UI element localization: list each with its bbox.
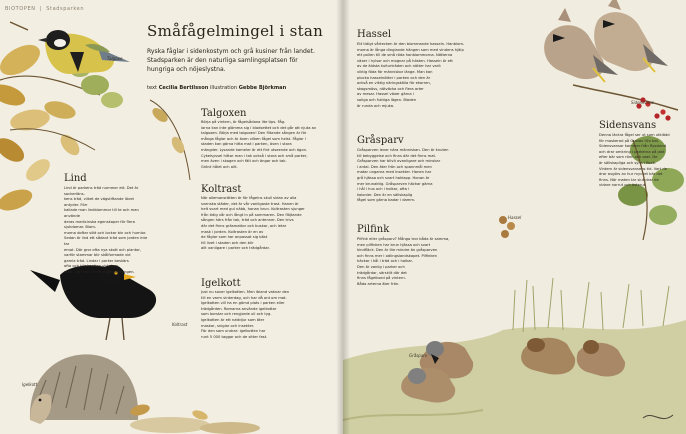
credit-text-name: Cecilia Bertilsson — [158, 85, 209, 91]
caption-igelkott: Igelkott — [22, 382, 38, 387]
page-gutter — [336, 0, 350, 434]
text-line: finns. När maten tar slut drar de — [599, 177, 659, 182]
caption-koltrast: Koltrast — [172, 322, 188, 327]
caption-grasparv: Gråsparv — [409, 353, 428, 358]
subsection-name: Stadsparken — [46, 6, 85, 12]
text-line: morna är långa dinglande hängen som med vindens hjälp — [357, 47, 464, 52]
page-title: Småfågelmingel i stan — [147, 22, 324, 40]
text-line: matar ungarna med insekter. Hanen har — [357, 170, 432, 175]
text-line: maskar, sniglar och insekter. — [201, 323, 255, 328]
text-line: deras medicinska egenskaper för flera sjukdomar. Blom- — [64, 219, 135, 230]
text-line: trädgårdar, särskilt där det — [357, 270, 407, 275]
text-line: runt 5 000 taggar och de sitter fast. — [201, 334, 268, 339]
text-line: helt svart med gul näbb, honan brun. Koltrasten sjunger — [201, 207, 305, 212]
text-line: Cykelsyssel hittar man i tak också i stora och små parker, — [201, 153, 308, 158]
lind-heading: Lind — [64, 173, 87, 184]
text-line: trädgården. Romarna använde igelkottar — [201, 306, 277, 311]
text-line: kens träd, vilket de vägstiftande lövet antyder. Förr — [64, 197, 134, 207]
text-line: efter bär som rönn och oxel. De — [599, 155, 658, 160]
talgoxen-heading: Talgoxen — [201, 108, 247, 119]
text-line: ett pollen till de små röda honblommorna. Nötterna — [357, 53, 453, 58]
text-line: plocka hasselnötter i parken och den är — [357, 75, 431, 80]
text-line: Den är vanlig i parker och — [357, 264, 405, 269]
text-line: Vintern är sidensvansens tid. Vart de — [599, 166, 668, 171]
text-line: ofta och blir knotiga vid stam- — [64, 264, 120, 269]
text-line: allt vanligare i parker och trädgårdar. — [201, 246, 270, 251]
text-line: mer brunaktig. Gråsparven häckar gärna — [357, 181, 433, 186]
text-line: i antal. Den äter frön och spannmål men — [357, 164, 432, 169]
text-line: grå hjässa och svart haklapp. Honan är — [357, 175, 430, 180]
text-line: drar avgörs av hur mycket bär det — [599, 172, 663, 177]
text-line: Igelkotten är ett nattdjur som äter — [201, 317, 265, 322]
text-line: är runda och mjuka. — [357, 103, 395, 108]
text-line: också en viktig näringskälla för ekorren, — [357, 81, 431, 86]
koltrast-body — [201, 196, 321, 253]
text-line: När allemansrätten är för fågelns skull sidan av alla — [201, 196, 297, 200]
grasparv-body — [357, 148, 487, 204]
text-line: kolonier. Den är en sällskaplig — [357, 192, 413, 197]
text-line: och drar omkring i parkerna på jakt — [599, 149, 665, 154]
text-line: från tidig vår och långt in på sommaren. Den flöjtande — [201, 212, 302, 217]
text-line: Denna läckra fågel ser ut som utklädd — [599, 133, 670, 137]
lind-body — [64, 186, 148, 274]
text-line: Pilfink eller gråsparv? Många tror båda är samma, — [357, 237, 450, 241]
text-line: Grönt hålet och allt. — [201, 164, 238, 169]
text-line: skogsmöss, nötväcka och flera arter — [357, 86, 424, 91]
right-page — [343, 0, 686, 434]
text-line: och finns mer i odlingslandskapet. Pilfinken — [357, 253, 437, 258]
caption-sidensvans: Sidensvans — [631, 100, 654, 105]
hassel-body — [357, 42, 487, 109]
credit-illus-name: Gebbe Björkman — [238, 85, 287, 91]
twig-leaves-illustration — [150, 100, 190, 180]
text-line: Båda arterna äter frön. — [357, 281, 400, 286]
text-line: till livet i staden och den blir — [201, 240, 254, 245]
section-name: BIOTOPEN — [5, 6, 36, 12]
text-line: larna kan inte glömma sig i blodsettet och det går att njuta av — [201, 125, 317, 130]
waxwing-illustration — [544, 0, 678, 121]
koltrast-heading: Koltrast — [201, 184, 242, 195]
sidensvans-body — [599, 133, 679, 190]
text-line: talgoxen. Börja med talgoxen! Den flitande sången är för — [201, 131, 307, 136]
text-line: till en varm vinterdag, och har då ont om mat. — [201, 295, 287, 300]
caption-hassel: Hassel — [508, 215, 522, 220]
text-line: gamla träd. Lindar i parker beskärs — [64, 258, 129, 263]
text-line: emot. Där gror ofta nya skott och plantor, — [64, 247, 142, 252]
text-line: kindfläck. Den är lite mindre än gråsparven — [357, 248, 438, 253]
text-line: mask i jorden. Koltrasten är en av — [201, 229, 264, 234]
text-line: varför stammar blir skålformade vid — [64, 253, 131, 258]
leaf-litter-illustration — [129, 403, 260, 434]
hedgehog-illustration — [30, 354, 138, 424]
igelkott-body — [201, 290, 321, 342]
text-line: För den som undrar: igelkotten har — [201, 329, 266, 334]
text-line: fågel som gärna badar i damm. — [357, 198, 416, 203]
text-line: Börja på vintern, är fågelsådana lite tips. Fåg- — [201, 120, 286, 124]
text-line: soliga och fuktiga lägen. Bladen — [357, 97, 417, 102]
text-line: är sällskapliga och syns i flock. — [599, 160, 657, 165]
text-line: finns fågelbord på vintern. — [357, 276, 406, 281]
sidensvans-heading: Sidensvans — [599, 120, 657, 131]
caption-talgoxe: Talgoxe — [107, 56, 123, 61]
section-label: BIOTOPEN | Stadsparken — [5, 6, 85, 12]
hassel-heading: Hassel — [357, 29, 392, 40]
blackbird-illustration — [30, 265, 156, 340]
talgoxen-body — [201, 120, 321, 172]
text-line: Sedan är lind ett sådant träd som jorden inte tar — [64, 236, 148, 246]
text-line: många fåglar och är även vilken fågel som helst. Fåglar i — [201, 136, 306, 141]
credit-illus-label: illustration — [209, 85, 238, 91]
text-line: som borstar och rengjorde ull och tyg. — [201, 312, 272, 317]
text-line: men även i skogen och fält och ängar och tak. — [201, 159, 287, 164]
text-line: men. Carl von Linné, blomsterkungen. — [64, 269, 135, 274]
text-line: Igelkotten vill ha en gömd plats i parken eller — [201, 301, 285, 306]
text-line: de fåglar som har anpassat sig bäst — [201, 235, 268, 240]
igelkott-heading: Igelkott — [201, 278, 241, 289]
text-line: sången hörs från tak, träd och antenner. Den trivs — [201, 218, 294, 223]
text-line: häckar i hål i träd och i holkar. — [357, 259, 413, 264]
text-line: för maskerad på Gustav III:s bal. — [599, 138, 659, 143]
text-line: Lind är parkens träd nummer ett. Det är sockerlöns- — [64, 186, 139, 196]
text-line: staden kan gärna hitta mat i parken, även i stora — [201, 142, 292, 147]
text-line: Sidensvansar kommer från Ryssland — [599, 144, 667, 149]
credit-line — [147, 85, 286, 91]
text-line: av de äldsta kulturträden och nötter har varit — [357, 64, 441, 69]
text-line: mängder. Lysande kameler är ett fint utseende och ögon. — [201, 147, 308, 152]
grasparv-heading: Gråsparv — [357, 135, 404, 146]
pilfink-heading: Pilfink — [357, 224, 390, 235]
text-line: Gråsparven har blivit ovanligare och minskar — [357, 159, 441, 164]
text-line: Gråsparven lever nära människan. Den är knuten — [357, 148, 449, 152]
text-line: men pilfinken har brun hjässa och svart — [357, 242, 431, 247]
text-line: växer i hylsor och mognar på hösten. Hasseln är ett — [357, 58, 453, 63]
text-line: till bebyggelse och finns där det finns mat. — [357, 153, 437, 158]
text-line: där det finns gräsmattor och buskar, och letar — [201, 223, 287, 228]
text-line: av mesar. Hassel växer gärna i — [357, 92, 414, 97]
text-line: vidare norrut och österut. — [599, 183, 647, 188]
pilfink-body — [357, 237, 487, 288]
lead-paragraph: Ryska fåglar i sidenkostym och grå kusiner från landet. Stadsparken är den naturliga samlingsplatsen för hungriga och nöjeslystna. — [147, 48, 315, 73]
credit-text-label: text — [147, 85, 158, 91]
text-line: kallade man lindblommor till te och man använde — [64, 208, 139, 218]
text-line: Just nu sover igelkotten. Men ibland vaknar den — [201, 290, 290, 294]
text-line: svenska städer, det är vår vanligaste trast. Hanen är — [201, 201, 299, 206]
text-line: Ett tidigt vårtecken är den blommande hasseln. Hanblom- — [357, 42, 465, 46]
grass-illustration — [343, 278, 686, 434]
text-line: viktig föda för människor länge. Man kan — [357, 69, 433, 74]
text-line: i hål i hus och i holkar, ofta i — [357, 187, 410, 192]
text-line: morna doftar sött och lockar bin och humlor. — [64, 230, 147, 235]
